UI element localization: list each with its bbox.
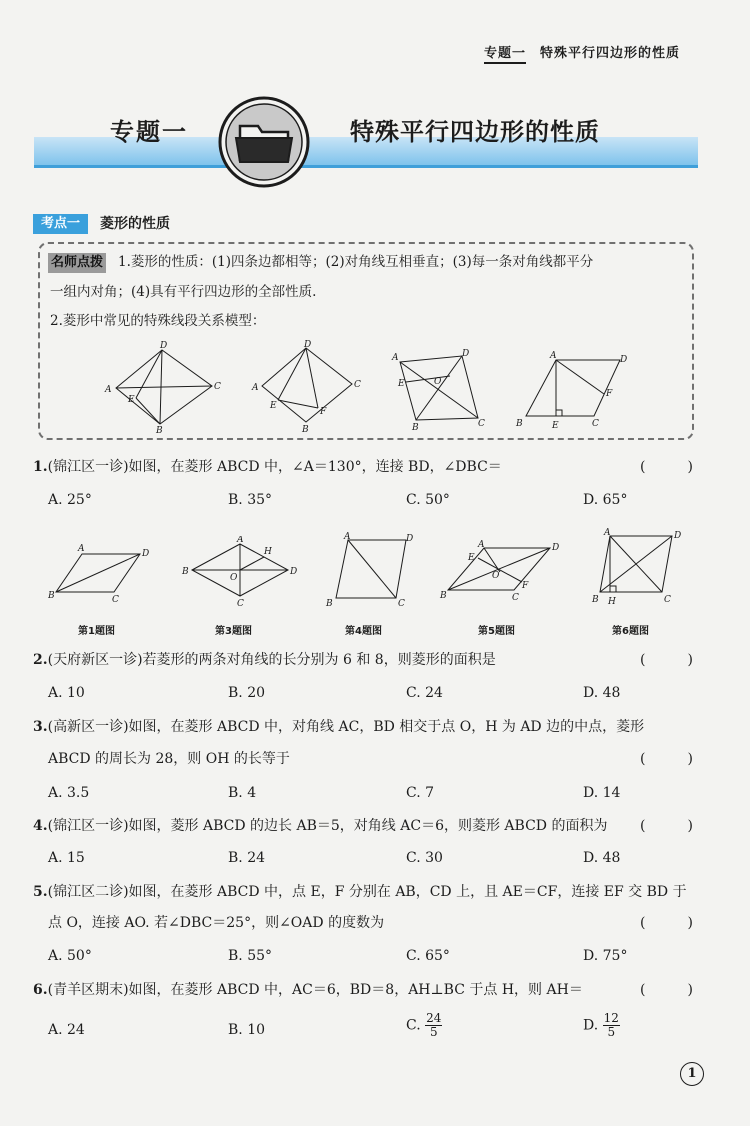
option-b: B. 4 [228, 785, 257, 801]
svg-text:E: E [270, 401, 277, 411]
option-a: A. 24 [48, 1022, 85, 1038]
option-c: C. 65° [406, 948, 450, 964]
option-b: B. 55° [228, 948, 273, 964]
svg-text:D: D [462, 349, 470, 359]
svg-text:A: A [550, 351, 557, 361]
svg-text:E: E [552, 421, 559, 431]
option-c [406, 1012, 442, 1039]
svg-text:A: A [604, 528, 611, 538]
option-c: C. 50° [406, 492, 450, 508]
svg-text:D: D [304, 340, 312, 350]
tips-line-2: 一组内对角；(4)具有平行四边形的全部性质. [50, 284, 317, 300]
option-a: A. 15 [48, 850, 85, 866]
answer-blank: ( ) [640, 459, 693, 475]
option-b: B. 24 [228, 850, 266, 866]
answer-blank: ( ) [640, 915, 693, 931]
svg-text:C: C [112, 595, 119, 605]
svg-text:C: C [237, 599, 244, 608]
svg-text:O: O [492, 571, 500, 581]
answer-blank: ( ) [640, 982, 693, 998]
svg-text:A: A [344, 532, 351, 542]
tips-label: 名师点拨 [48, 253, 106, 273]
option-c: C. 30 [406, 850, 443, 866]
svg-text:B: B [326, 599, 333, 608]
svg-text:A: A [237, 536, 244, 545]
running-header-topic: 专题一 [484, 46, 526, 64]
option-b: B. 20 [228, 685, 266, 701]
running-header-title: 特殊平行四边形的性质 [540, 46, 681, 61]
svg-text:O: O [434, 377, 442, 387]
svg-text:B: B [412, 423, 419, 432]
question-text: (青羊区期末)如图，在菱形 ABCD 中，AC＝6，BD＝8，AH⊥BC 于点 H，则 AH＝ [47, 982, 583, 998]
question-3-line-2: ABCD 的周长为 28，则 OH 的长等于 [48, 751, 290, 767]
figure-caption-q3: 第3题图 [215, 626, 252, 637]
question-6 [33, 979, 583, 1001]
tips-line-3: 2.菱形中常见的特殊线段关系模型： [50, 313, 266, 329]
folder-icon [218, 96, 310, 188]
question-number: 4. [33, 818, 48, 834]
fraction-denominator: 5 [607, 1025, 616, 1039]
page-number: 1 [680, 1062, 704, 1086]
option-d: D. 48 [583, 685, 621, 701]
question-5 [33, 881, 687, 903]
svg-text:H: H [608, 597, 616, 607]
fraction-numerator: 24 [426, 1011, 442, 1025]
svg-text:D: D [552, 543, 560, 553]
svg-text:D: D [160, 341, 168, 351]
svg-text:D: D [674, 531, 682, 541]
svg-text:C: C [592, 419, 599, 429]
svg-text:A: A [105, 385, 112, 395]
svg-text:A: A [392, 353, 399, 363]
question-number: 2. [33, 652, 48, 668]
option-d: D. 48 [583, 850, 621, 866]
question-number: 6. [33, 982, 48, 998]
tips-line-1: 1.菱形的性质：(1)四条边都相等；(2)对角线互相垂直；(3)每一条对角线都平分 [118, 254, 594, 270]
question-number: 3. [33, 719, 48, 735]
figure-q4 [322, 532, 418, 608]
question-text: (锦江区一诊)如图，在菱形 ABCD 中，∠A＝130°，连接 BD，∠DBC＝ [47, 459, 502, 475]
question-text: (锦江区一诊)如图，菱形 ABCD 的边长 AB＝5，对角线 AC＝6，则菱形 ABCD 的面积为 [47, 818, 608, 834]
question-2 [33, 649, 496, 671]
svg-text:B: B [516, 419, 523, 429]
svg-text:E: E [398, 379, 405, 389]
model-figure-3 [390, 348, 490, 432]
svg-text:F: F [522, 581, 529, 591]
option-b: B. 10 [228, 1022, 266, 1038]
svg-text:B: B [440, 591, 447, 601]
fraction-denominator: 5 [429, 1025, 438, 1039]
svg-text:C: C [354, 380, 361, 390]
svg-text:E: E [468, 553, 475, 563]
option-a: A. 25° [48, 492, 92, 508]
kaodian-name: 菱形的性质 [100, 216, 170, 232]
running-header [484, 42, 680, 61]
question-number: 5. [33, 884, 48, 900]
question-4 [33, 815, 607, 837]
svg-text:O: O [230, 573, 238, 583]
question-3 [33, 716, 644, 738]
svg-text:F: F [320, 407, 327, 417]
svg-text:D: D [620, 355, 628, 365]
svg-text:C: C [664, 595, 671, 605]
fraction [603, 1012, 620, 1039]
question-5-line-2: 点 O，连接 AO. 若∠DBC＝25°，则∠OAD 的度数为 [48, 915, 385, 931]
figure-q6 [590, 528, 686, 608]
option-b: B. 35° [228, 492, 273, 508]
svg-text:C: C [478, 419, 485, 429]
svg-text:C: C [398, 599, 405, 608]
question-number: 1. [33, 459, 48, 475]
question-1 [33, 456, 502, 478]
option-d: D. 65° [583, 492, 628, 508]
svg-text:C: C [512, 593, 519, 603]
model-figure-2 [250, 340, 370, 434]
option-d-label: D. [583, 1017, 599, 1034]
option-c-label: C. [406, 1017, 421, 1034]
figure-q5 [438, 538, 562, 608]
option-d: D. 14 [583, 785, 621, 801]
svg-text:A: A [78, 544, 85, 554]
model-figure-4 [512, 350, 632, 432]
fraction [425, 1012, 442, 1039]
question-text: (高新区一诊)如图，在菱形 ABCD 中，对角线 AC，BD 相交于点 O，H 为 AD 边的中点，菱形 [47, 719, 645, 735]
svg-text:E: E [128, 395, 135, 405]
option-c: C. 7 [406, 785, 435, 801]
figure-q1 [48, 540, 160, 606]
option-d: D. 75° [583, 948, 628, 964]
option-a: A. 50° [48, 948, 92, 964]
answer-blank: ( ) [640, 751, 693, 767]
svg-text:B: B [592, 595, 599, 605]
svg-text:B: B [302, 425, 309, 434]
model-figure-1 [100, 340, 230, 434]
svg-text:C: C [214, 382, 221, 392]
fraction-numerator: 12 [603, 1011, 619, 1025]
kaodian-tag: 考点一 [33, 214, 88, 234]
svg-text:H: H [264, 547, 272, 557]
svg-text:B: B [182, 567, 189, 577]
question-text: (天府新区一诊)若菱形的两条对角线的长分别为 6 和 8，则菱形的面积是 [47, 652, 496, 668]
figure-caption-q5: 第5题图 [478, 626, 515, 637]
option-d [583, 1012, 620, 1039]
svg-text:A: A [478, 540, 485, 550]
banner-title: 特殊平行四边形的性质 [350, 118, 600, 146]
svg-text:F: F [606, 389, 613, 399]
svg-text:D: D [142, 549, 150, 559]
answer-blank: ( ) [640, 652, 693, 668]
svg-text:B: B [156, 426, 163, 434]
figure-caption-q4: 第4题图 [345, 626, 382, 637]
option-c: C. 24 [406, 685, 443, 701]
banner-topic: 专题一 [110, 118, 188, 146]
svg-text:D: D [290, 567, 298, 577]
svg-text:D: D [406, 534, 414, 544]
figure-q3 [180, 536, 300, 608]
svg-text:B: B [48, 591, 55, 601]
figure-caption-q6: 第6题图 [612, 626, 649, 637]
option-a: A. 10 [48, 685, 85, 701]
question-text: (锦江区二诊)如图，在菱形 ABCD 中，点 E，F 分别在 AB，CD 上，且 AE＝CF，连接 EF 交 BD 于 [47, 884, 687, 900]
option-a: A. 3.5 [48, 785, 90, 801]
figure-caption-q1: 第1题图 [78, 626, 115, 637]
answer-blank: ( ) [640, 818, 693, 834]
svg-text:A: A [252, 383, 259, 393]
